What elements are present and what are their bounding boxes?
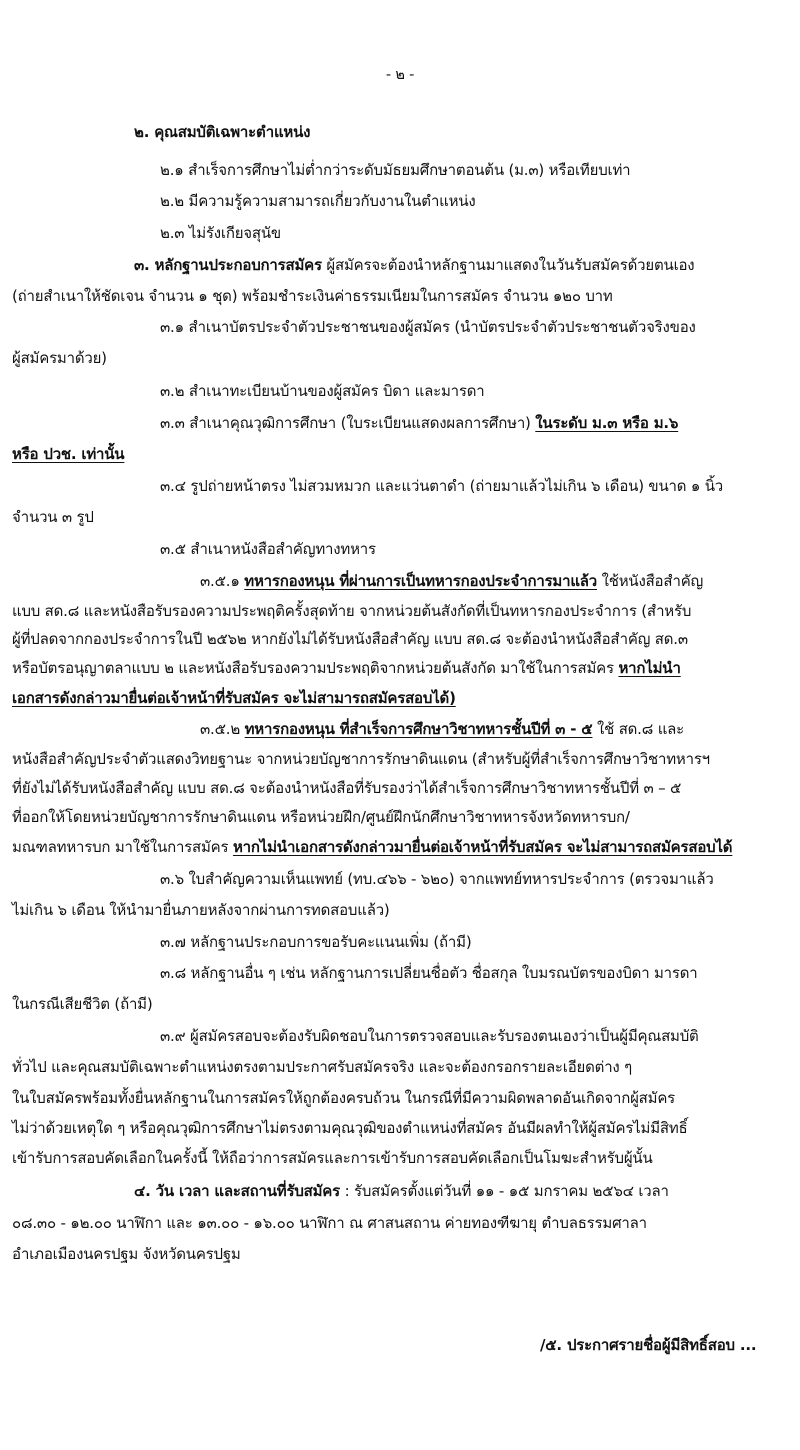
item-3-3 [160,412,678,434]
item-3-5-1-line4-warning: หากไม่นำ [618,659,681,677]
item-3-5-1-title: ทหารกองหนุน ที่ผ่านการเป็นทหารกองประจำการมาแล้ว [244,572,598,590]
section-4-heading: ๔. วัน เวลา และสถานที่รับสมัคร [134,1182,340,1200]
item-2-3: ๒.๓ ไม่รังเกียจสุนัข [160,224,281,242]
item-3-9-line4: ไม่ว่าด้วยเหตุใด ๆ หรือคุณวุฒิการศึกษาไม่ตรงตามคุณวุฒิของตำแหน่งที่สมัคร อันมีผลทำให้ผู้สมัครไม่มีสิทธิ์ [12,1119,688,1137]
item-3-2: ๓.๒ สำเนาทะเบียนบ้านของผู้สมัคร บิดา และมารดา [160,382,485,400]
item-3-9: ๓.๙ ผู้สมัครสอบจะต้องรับผิดชอบในการตรวจสอบและรับรองตนเองว่าเป็นผู้มีคุณสมบัติ [160,1027,699,1045]
item-3-5-2-line2: หนังสือสำคัญประจำตัวแสดงวิทยฐานะ จากหน่วยบัญชาการรักษาดินแดน (สำหรับผู้ที่สำเร็จการศึกษาวิชาทหารฯ [12,750,710,768]
section-3-intro-text: ผู้สมัครจะต้องนำหลักฐานมาแสดงในวันรับสมัครด้วยตนเอง [326,256,695,274]
item-3-5-2-title: ทหารกองหนุน ที่สำเร็จการศึกษาวิชาทหารชั้นปีที่ ๓ - ๕ [244,720,593,738]
item-3-3-cont: หรือ ปวช. เท่านั้น [12,445,125,463]
item-3-9-line2: ทั่วไป และคุณสมบัติเฉพาะตำแหน่งตรงตามประกาศรับสมัครจริง และจะต้องกรอกรายละเอียดต่าง ๆ [12,1058,632,1076]
item-3-3-level: ในระดับ ม.๓ หรือ ม.๖ [535,414,679,432]
item-3-6-cont: ไม่เกิน ๖ เดือน ให้นำมายื่นภายหลังจากผ่านการทดสอบแล้ว) [12,901,390,919]
item-3-4: ๓.๔ รูปถ่ายหน้าตรง ไม่สวมหมวก และแว่นตาดำ (ถ่ายมาแล้วไม่เกิน ๖ เดือน) ขนาด ๑ นิ้ว [160,477,724,495]
item-3-9-line3: ในใบสมัครพร้อมทั้งยื่นหลักฐานในการสมัครให้ถูกต้องครบถ้วน ในกรณีที่มีความผิดพลาดอันเกิดจากผู้สมัคร [12,1089,676,1107]
item-3-5-2-line5-text: มณฑลทหารบก มาใช้ในการสมัคร [12,838,229,856]
page-number: - ๒ - [385,67,415,83]
section-4-line3: อำเภอเมืองนครปฐม จังหวัดนครปฐม [12,1245,241,1263]
item-3-9-line5: เข้ารับการสอบคัดเลือกในครั้งนี้ ให้ถือว่าการสมัครและการเข้ารับการสอบคัดเลือกเป็นโมฆะสำหรับผู้นั้น [12,1149,653,1167]
item-3-5-2-warning: หากไม่นำเอกสารดังกล่าวมายื่นต่อเจ้าหน้าที่รับสมัคร จะไม่สามารถสมัครสอบได้ [232,838,733,856]
item-3-1: ๓.๑ สำเนาบัตรประจำตัวประชาชนของผู้สมัคร (นำบัตรประจำตัวประชาชนตัวจริงของ [160,318,696,336]
item-3-5-1-line3: ผู้ที่ปลดจากกองประจำการในปี ๒๕๖๒ หากยังไม่ได้รับหนังสือสำคัญ แบบ สด.๘ จะต้องนำหนังสือสำคัญ สด.๓ [12,630,688,648]
item-3-8: ๓.๘ หลักฐานอื่น ๆ เช่น หลักฐานการเปลี่ยนชื่อตัว ชื่อสกุล ใบมรณบัตรของบิดา มารดา [160,964,698,982]
section-3-intro [134,254,788,276]
item-3-5-2-text: ใช้ สด.๘ และ [597,720,685,738]
item-3-5-2 [200,718,684,740]
section-3-heading: ๓. หลักฐานประกอบการสมัคร [134,256,322,274]
item-3-5-1-line2: แบบ สด.๘ และหนังสือรับรองความประพฤติครั้งสุดท้าย จากหน่วยต้นสังกัดที่เป็นทหารกองประจำการ (สำหรับ [12,602,692,620]
item-3-5-1-line4 [12,657,681,679]
item-3-8-cont: ในกรณีเสียชีวิต (ถ้ามี) [12,995,153,1013]
next-page-note: /๕. ประกาศรายชื่อผู้มีสิทธิ์สอบ ... [540,1336,757,1354]
item-3-5-1-text: ใช้หนังสือสำคัญ [601,572,704,590]
item-3-5-1 [200,570,703,592]
item-3-5-2-number: ๓.๕.๒ [200,720,241,738]
section-4 [134,1180,669,1202]
item-3-5-1-number: ๓.๕.๑ [200,572,240,590]
item-3-5: ๓.๕ สำเนาหนังสือสำคัญทางทหาร [160,540,376,558]
item-3-5-2-line4: ที่ออกให้โดยหน่วยบัญชาการรักษาดินแดน หรือหน่วยฝึก/ศูนย์ฝึกนักศึกษาวิชาทหารจังหวัดทหารบก/ [12,808,630,826]
item-2-1: ๒.๑ สำเร็จการศึกษาไม่ต่ำกว่าระดับมัธยมศึกษาตอนต้น (ม.๓) หรือเทียบเท่า [160,161,631,179]
section-2-heading: ๒. คุณสมบัติเฉพาะตำแหน่ง [134,123,311,141]
item-3-6: ๓.๖ ใบสำคัญความเห็นแพทย์ (ทบ.๔๖๖ - ๖๒๐) จากแพทย์ทหารประจำการ (ตรวจมาแล้ว [160,870,714,888]
item-3-1-cont: ผู้สมัครมาด้วย) [12,349,107,367]
item-2-2: ๒.๒ มีความรู้ความสามารถเกี่ยวกับงานในตำแหน่ง [160,192,476,210]
item-3-3-text: ๓.๓ สำเนาคุณวุฒิการศึกษา (ใบระเบียนแสดงผลการศึกษา) [160,414,531,432]
item-3-5-1-line4-text: หรือบัตรอนุญาตลาแบบ ๒ และหนังสือรับรองความประพฤติจากหน่วยต้นสังกัด มาใช้ในการสมัคร [12,659,614,677]
section-4-line2: ๐๘.๓๐ - ๑๒.๐๐ นาฬิกา และ ๑๓.๐๐ - ๑๖.๐๐ นาฬิกา ณ ศาสนสถาน ค่ายทองฑีฆายุ ตำบลธรรมศาลา [12,1214,647,1232]
item-3-5-2-line5 [12,836,732,858]
item-3-5-2-line3: ที่ยังไม่ได้รับหนังสือสำคัญ แบบ สด.๘ จะต้องนำหนังสือที่รับรองว่าได้สำเร็จการศึกษาวิชาทหารชั้นปีที่ ๓ – ๕ [12,779,682,797]
section-3-intro-cont: (ถ่ายสำเนาให้ชัดเจน จำนวน ๑ ชุด) พร้อมชำระเงินค่าธรรมเนียมในการสมัคร จำนวน ๑๒๐ บาท [12,287,613,305]
item-3-5-1-warning: เอกสารดังกล่าวมายื่นต่อเจ้าหน้าที่รับสมัคร จะไม่สามารถสมัครสอบได้) [12,689,456,707]
item-3-4-cont: จำนวน ๓ รูป [12,508,94,526]
section-4-text: : รับสมัครตั้งแต่วันที่ ๑๑ - ๑๕ มกราคม ๒๕๖๔ เวลา [344,1182,669,1200]
item-3-7: ๓.๗ หลักฐานประกอบการขอรับคะแนนเพิ่ม (ถ้ามี) [160,933,472,951]
